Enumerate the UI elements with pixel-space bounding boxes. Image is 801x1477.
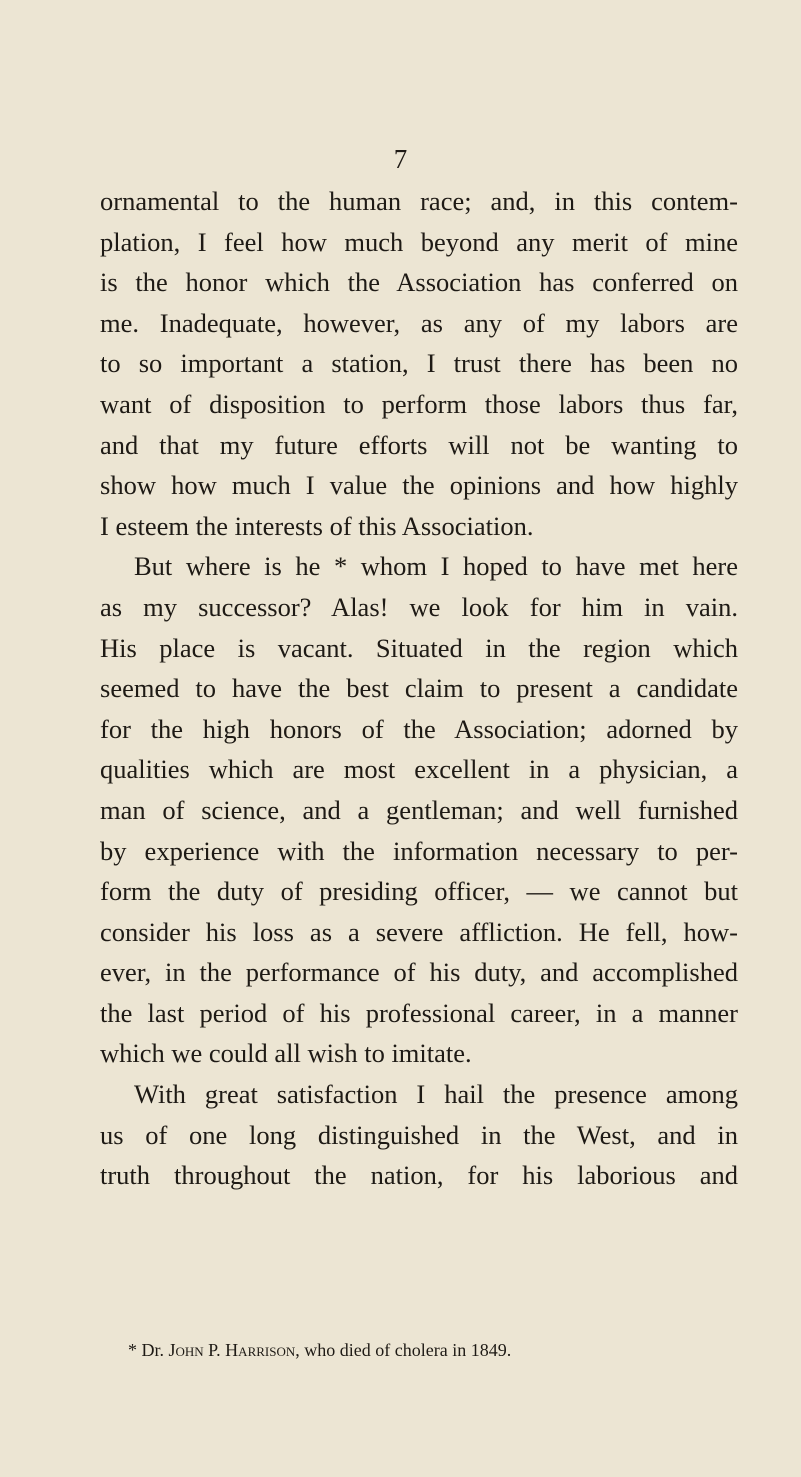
text-line: which we could all wish to imitate. bbox=[100, 1038, 472, 1069]
text-line: I esteem the interests of this Association. bbox=[100, 510, 534, 541]
text-line: me. Inadequate, however, as any of my labors are bbox=[100, 307, 738, 338]
text-line: to so important a station, I trust there has been no bbox=[100, 348, 738, 379]
text-line: seemed to have the best claim to present a candidate bbox=[100, 673, 738, 704]
footnote-prefix: Dr. bbox=[141, 1340, 164, 1360]
text-line: His place is vacant. Situated in the region which bbox=[100, 632, 738, 663]
text-line: by experience with the information necessary to per- bbox=[100, 835, 738, 866]
footnote-text: who died of cholera in 1849. bbox=[304, 1340, 512, 1360]
footnote bbox=[128, 1339, 511, 1361]
text-line: With great satisfaction I hail the presence among bbox=[134, 1079, 738, 1110]
text-line: for the high honors of the Association; adorned by bbox=[100, 713, 738, 744]
text-line: and that my future efforts will not be wanting to bbox=[100, 429, 738, 460]
text-line: is the honor which the Association has conferred on bbox=[100, 267, 738, 298]
text-line: form the duty of presiding officer, — we cannot but bbox=[100, 876, 738, 907]
text-line: ornamental to the human race; and, in this contem- bbox=[100, 186, 738, 216]
text-line: consider his loss as a severe affliction. He fell, how- bbox=[100, 916, 738, 947]
footnote-name: John P. Harrison, bbox=[168, 1340, 300, 1360]
text-line: the last period of his professional career, in a manner bbox=[100, 997, 738, 1028]
text-line: qualities which are most excellent in a physician, a bbox=[100, 754, 738, 785]
footnote-marker: * bbox=[128, 1340, 137, 1360]
text-line: truth throughout the nation, for his laborious and bbox=[100, 1160, 738, 1191]
text-line: as my successor? Alas! we look for him in vain. bbox=[100, 591, 738, 622]
text-line: show how much I value the opinions and how highly bbox=[100, 470, 738, 501]
text-line: But where is he * whom I hoped to have met here bbox=[134, 551, 738, 582]
body-text bbox=[100, 181, 738, 1196]
text-line: ever, in the performance of his duty, and accomplished bbox=[100, 957, 738, 988]
text-line: us of one long distinguished in the West, and in bbox=[100, 1119, 738, 1150]
text-line: want of disposition to perform those labors thus far, bbox=[100, 388, 738, 419]
page-number: 7 bbox=[393, 144, 408, 174]
text-line: man of science, and a gentleman; and well furnished bbox=[100, 794, 738, 825]
text-line: plation, I feel how much beyond any merit of mine bbox=[100, 226, 738, 257]
